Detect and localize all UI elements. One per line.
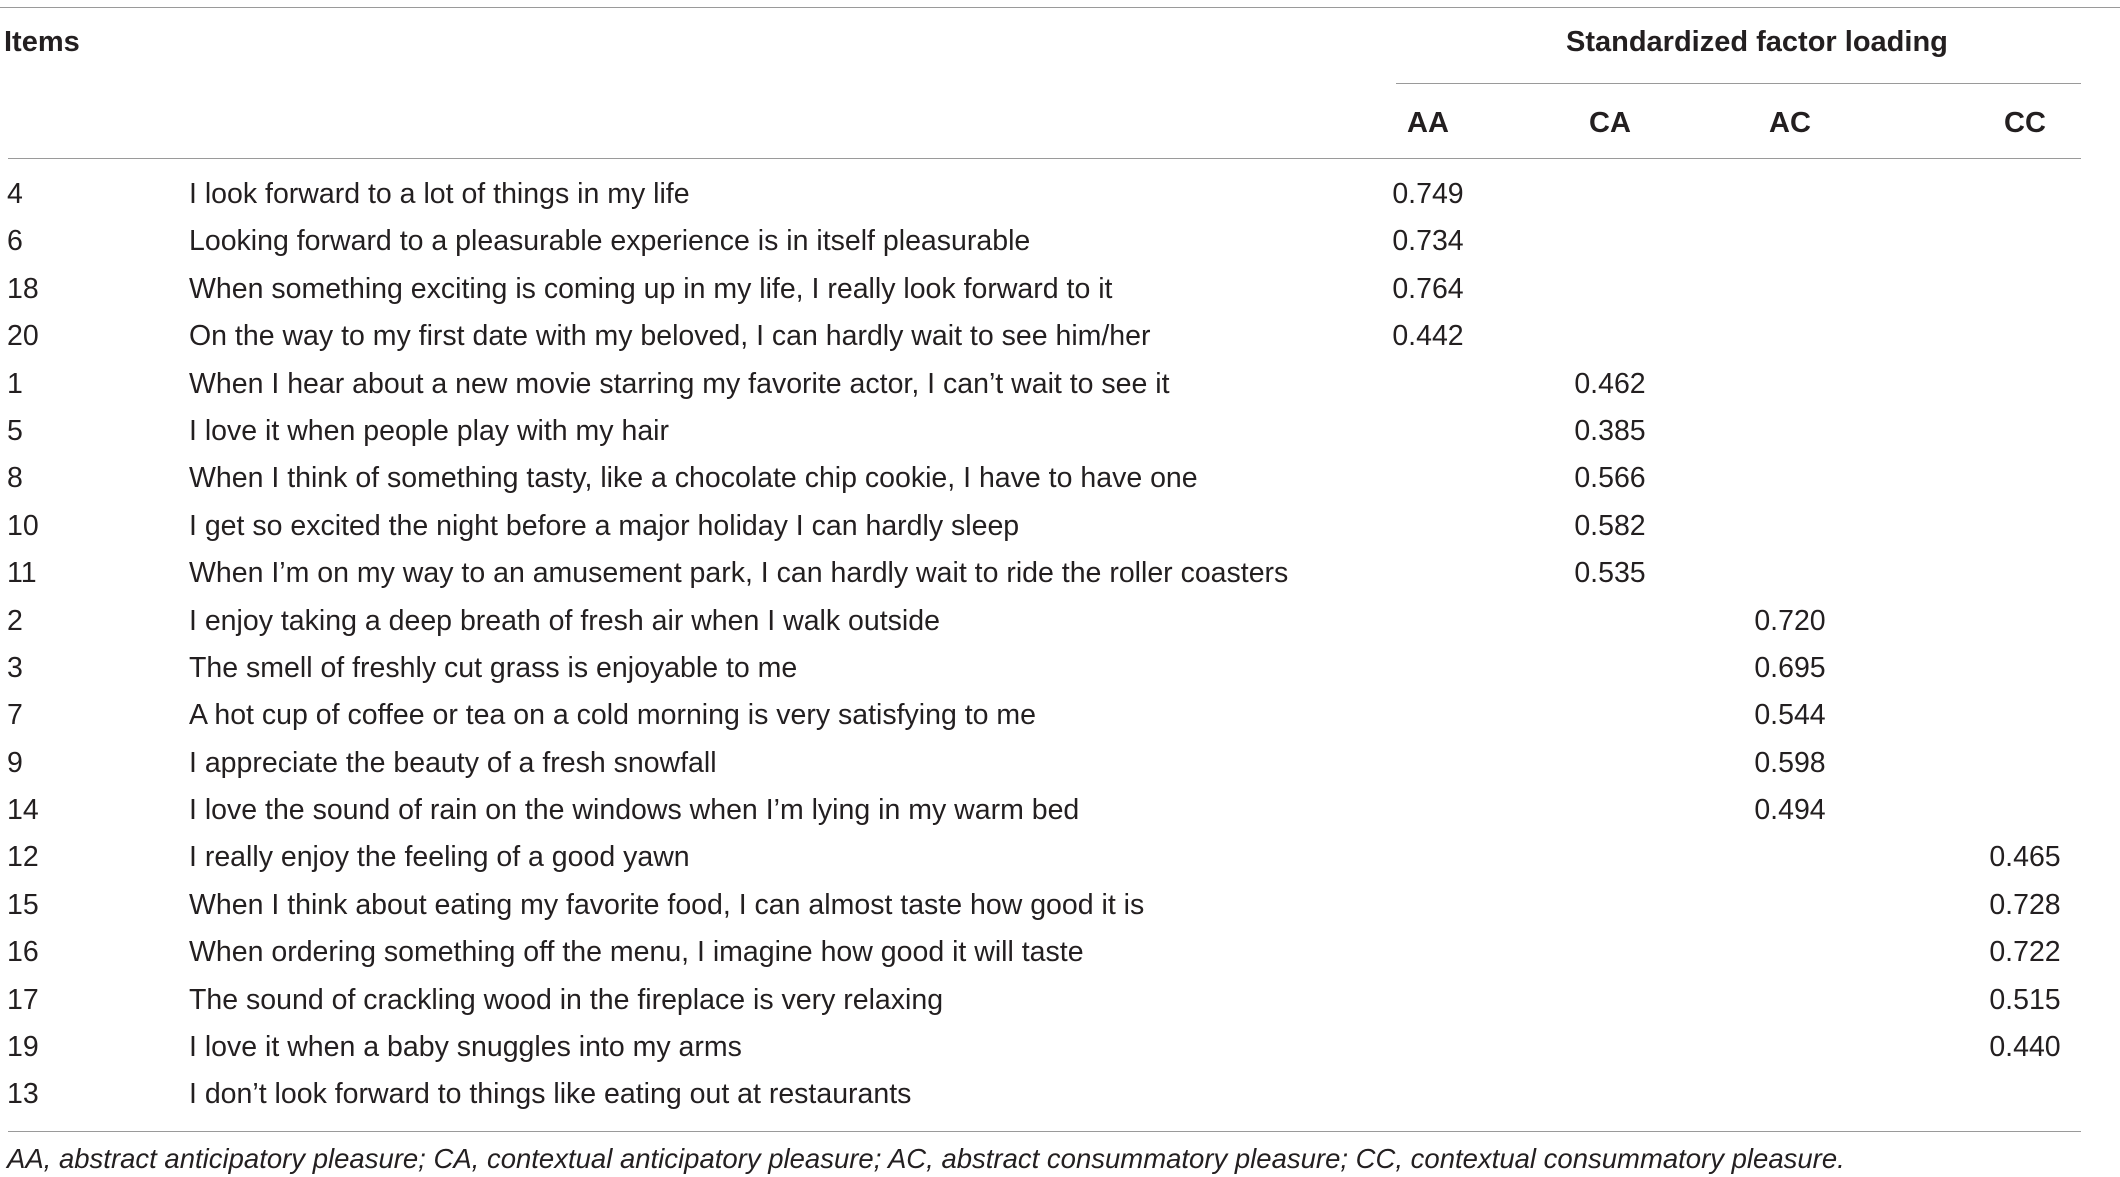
item-number: 18 — [7, 272, 39, 305]
loading-ca: 0.535 — [1574, 557, 1646, 590]
loading-aa: 0.764 — [1392, 272, 1464, 305]
loading-ac: 0.494 — [1754, 794, 1826, 827]
item-text: I love it when a baby snuggles into my arms — [189, 1031, 742, 1064]
item-text: I appreciate the beauty of a fresh snowfall — [189, 746, 717, 779]
table-row — [0, 313, 2120, 360]
item-text: On the way to my first date with my beloved, I can hardly wait to see him/her — [189, 320, 1151, 353]
table-row — [0, 645, 2120, 692]
loading-cc: 0.515 — [1989, 983, 2061, 1016]
item-text: Looking forward to a pleasurable experience is in itself pleasurable — [189, 225, 1031, 258]
item-number: 20 — [7, 320, 39, 353]
table-row — [0, 361, 2120, 408]
column-header-cc: CC — [2004, 107, 2046, 139]
table-row — [0, 266, 2120, 313]
item-text: A hot cup of coffee or tea on a cold morning is very satisfying to me — [189, 699, 1037, 732]
loading-aa: 0.734 — [1392, 225, 1464, 258]
items-column-header: Items — [4, 26, 80, 58]
table-row — [0, 171, 2120, 218]
item-number: 8 — [7, 462, 23, 495]
item-number: 1 — [7, 367, 23, 400]
item-text: I love it when people play with my hair — [189, 414, 669, 447]
item-number: 16 — [7, 936, 39, 969]
item-text: The sound of crackling wood in the fireplace is very relaxing — [189, 983, 944, 1016]
table-row — [0, 218, 2120, 265]
item-number: 15 — [7, 888, 39, 921]
item-text: I enjoy taking a deep breath of fresh air when I walk outside — [189, 604, 940, 637]
table-bottom-rule — [8, 1131, 2081, 1132]
table-footnote: AA, abstract anticipatory pleasure; CA, contextual anticipatory pleasure; AC, abstract consummatory pleasure; CC, contextual consummatory pleasure. — [7, 1143, 1845, 1174]
item-number: 10 — [7, 509, 39, 542]
item-number: 12 — [7, 841, 39, 874]
item-text: When I hear about a new movie starring my favorite actor, I can’t wait to see it — [189, 367, 1170, 400]
column-header-ac: AC — [1769, 107, 1811, 139]
item-text: I get so excited the night before a major holiday I can hardly sleep — [189, 509, 1020, 542]
item-number: 7 — [7, 699, 23, 732]
loading-cc: 0.722 — [1989, 936, 2061, 969]
table-row — [0, 882, 2120, 929]
column-header-aa: AA — [1407, 107, 1449, 139]
loading-ca: 0.462 — [1574, 367, 1646, 400]
item-text: I really enjoy the feeling of a good yawn — [189, 841, 690, 874]
table-row — [0, 1024, 2120, 1071]
table-row — [0, 503, 2120, 550]
loading-ca: 0.385 — [1574, 414, 1646, 447]
loading-cc: 0.465 — [1989, 841, 2061, 874]
table-row — [0, 692, 2120, 739]
table-row — [0, 740, 2120, 787]
item-text: I love the sound of rain on the windows when I’m lying in my warm bed — [189, 794, 1080, 827]
group-header-rule — [1396, 83, 2081, 84]
item-number: 14 — [7, 794, 39, 827]
item-number: 9 — [7, 746, 23, 779]
table-row — [0, 929, 2120, 976]
loading-ac: 0.695 — [1754, 651, 1826, 684]
item-number: 11 — [7, 557, 37, 590]
table-row — [0, 977, 2120, 1024]
table-row — [0, 1071, 2120, 1118]
table-row — [0, 787, 2120, 834]
item-text: When I’m on my way to an amusement park, I can hardly wait to ride the roller coasters — [189, 557, 1289, 590]
item-text: I don’t look forward to things like eating out at restaurants — [189, 1078, 912, 1111]
table-row — [0, 550, 2120, 597]
loading-ac: 0.720 — [1754, 604, 1826, 637]
item-number: 19 — [7, 1031, 39, 1064]
item-number: 3 — [7, 651, 23, 684]
table-row — [0, 598, 2120, 645]
table-row — [0, 834, 2120, 881]
loading-ca: 0.566 — [1574, 462, 1646, 495]
item-number: 6 — [7, 225, 23, 258]
item-text: When I think about eating my favorite food, I can almost taste how good it is — [189, 888, 1145, 921]
loading-aa: 0.749 — [1392, 178, 1464, 210]
loading-cc: 0.440 — [1989, 1031, 2061, 1064]
table-top-rule — [0, 7, 2120, 8]
item-number: 13 — [7, 1078, 39, 1111]
item-text: When ordering something off the menu, I imagine how good it will taste — [189, 936, 1084, 969]
table-row — [0, 455, 2120, 502]
header-bottom-rule — [8, 158, 2081, 159]
table-row — [0, 408, 2120, 455]
column-header-ca: CA — [1589, 107, 1631, 139]
item-number: 2 — [7, 604, 23, 637]
item-number: 5 — [7, 414, 23, 447]
item-number: 17 — [7, 983, 39, 1016]
item-text: The smell of freshly cut grass is enjoyable to me — [189, 651, 798, 684]
table-body — [0, 171, 2120, 1119]
loading-cc: 0.728 — [1989, 888, 2061, 921]
item-number: 4 — [7, 178, 23, 210]
item-text: I look forward to a lot of things in my life — [189, 178, 690, 210]
item-text: When something exciting is coming up in my life, I really look forward to it — [189, 272, 1113, 305]
loading-ca: 0.582 — [1574, 509, 1646, 542]
loading-aa: 0.442 — [1392, 320, 1464, 353]
factor-loading-group-header: Standardized factor loading — [1566, 26, 1948, 58]
loading-ac: 0.598 — [1754, 746, 1826, 779]
loading-ac: 0.544 — [1754, 699, 1826, 732]
item-text: When I think of something tasty, like a chocolate chip cookie, I have to have one — [189, 462, 1198, 495]
